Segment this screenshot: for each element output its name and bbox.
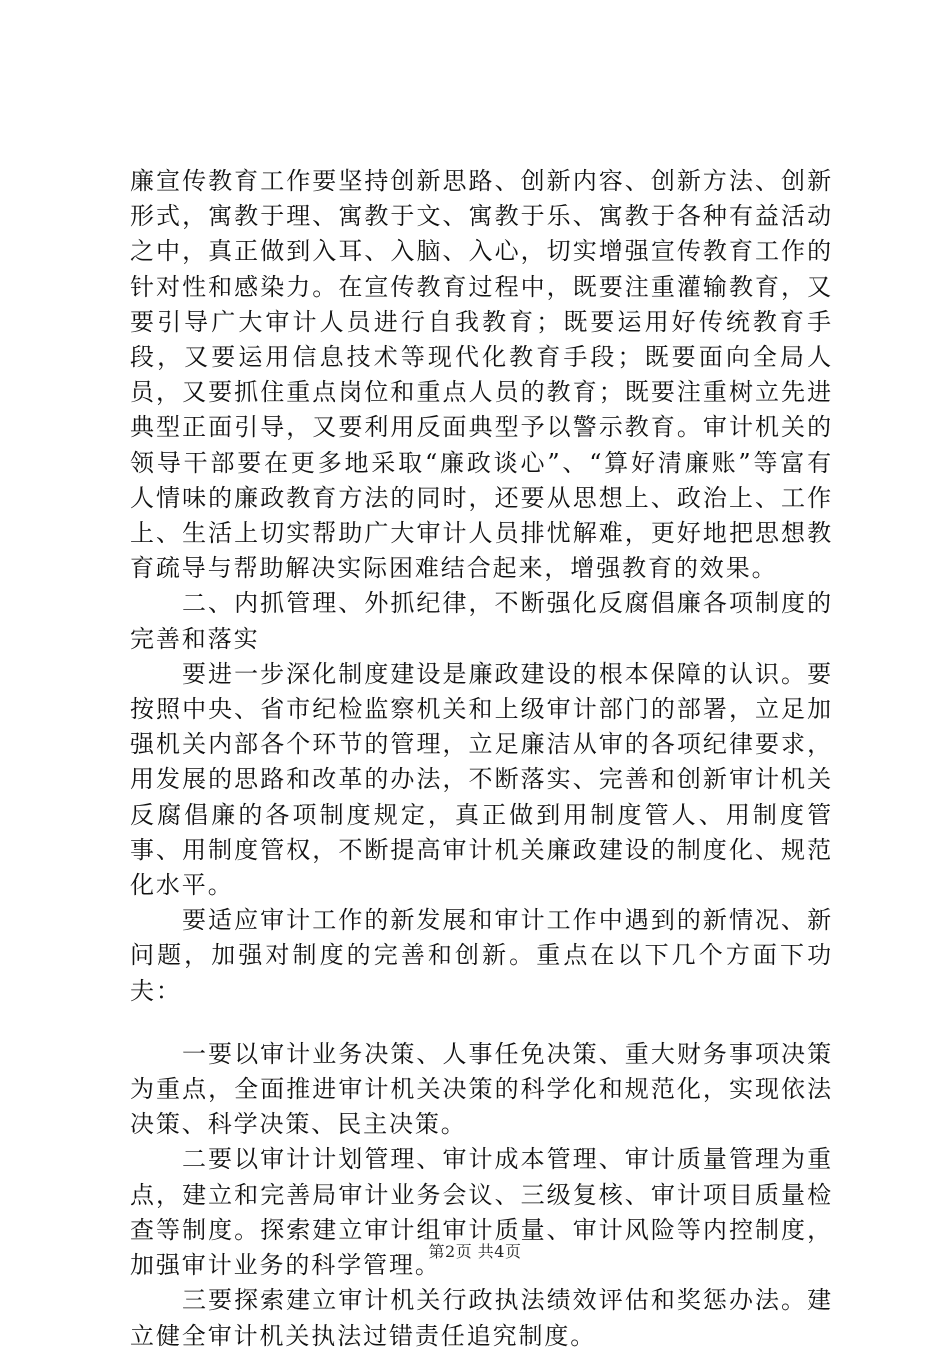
list-item-third: 三要探索建立审计机关行政执法绩效评估和奖惩办法。建立健全审计机关执法过错责任追究制度。 [130,1286,833,1350]
paragraph-adapt-new-development: 要适应审计工作的新发展和审计工作中遇到的新情况、新问题，加强对制度的完善和创新。重点在以下几个方面下功夫： [130,906,833,1005]
section-heading-two: 二、内抓管理、外抓纪律，不断强化反腐倡廉各项制度的完善和落实 [130,589,833,653]
list-item-first: 一要以审计业务决策、人事任免决策、重大财务事项决策为重点，全面推进审计机关决策的科学化和规范化，实现依法决策、科学决策、民主决策。 [130,1039,833,1139]
page-footer: 第2页 共4页 [428,1242,522,1261]
paragraph-spacer [130,1009,833,1037]
list-item-second: 二要以审计计划管理、审计成本管理、审计质量管理为重点，建立和完善局审计业务会议、三级复核、审计项目质量检查等制度。探索建立审计组审计质量、审计风险等内控制度，加强审计业务的科学管理。 [130,1145,833,1280]
document-body [130,164,833,1354]
paragraph-system-building: 要进一步深化制度建设是廉政建设的根本保障的认识。要按照中央、省市纪检监察机关和上级审计部门的部署，立足加强机关内部各个环节的管理，立足廉洁从审的各项纪律要求，用发展的思路和改革的办法，不断落实、完善和创新审计机关反腐倡廉的各项制度规定，真正做到用制度管人、用制度管事、用制度管权，不断提高审计机关廉政建设的制度化、规范化水平。 [130,659,833,900]
paragraph-propaganda-education: 廉宣传教育工作要坚持创新思路、创新内容、创新方法、创新形式，寓教于理、寓教于文、寓教于乐、寓教于各种有益活动之中，真正做到入耳、入脑、入心，切实增强宣传教育工作的针对性和感染力。在宣传教育过程中，既要注重灌输教育，又要引导广大审计人员进行自我教育；既要运用好传统教育手段，又要运用信息技术等现代化教育手段；既要面向全局人员，又要抓住重点岗位和重点人员的教育；既要注重树立先进典型正面引导，又要利用反面典型予以警示教育。审计机关的领导干部要在更多地采取“廉政谈心”、“算好清廉账”等富有人情味的廉政教育方法的同时，还要从思想上、政治上、工作上、生活上切实帮助广大审计人员排忧解难，更好地把思想教育疏导与帮助解决实际困难结合起来，增强教育的效果。 [130,167,833,583]
